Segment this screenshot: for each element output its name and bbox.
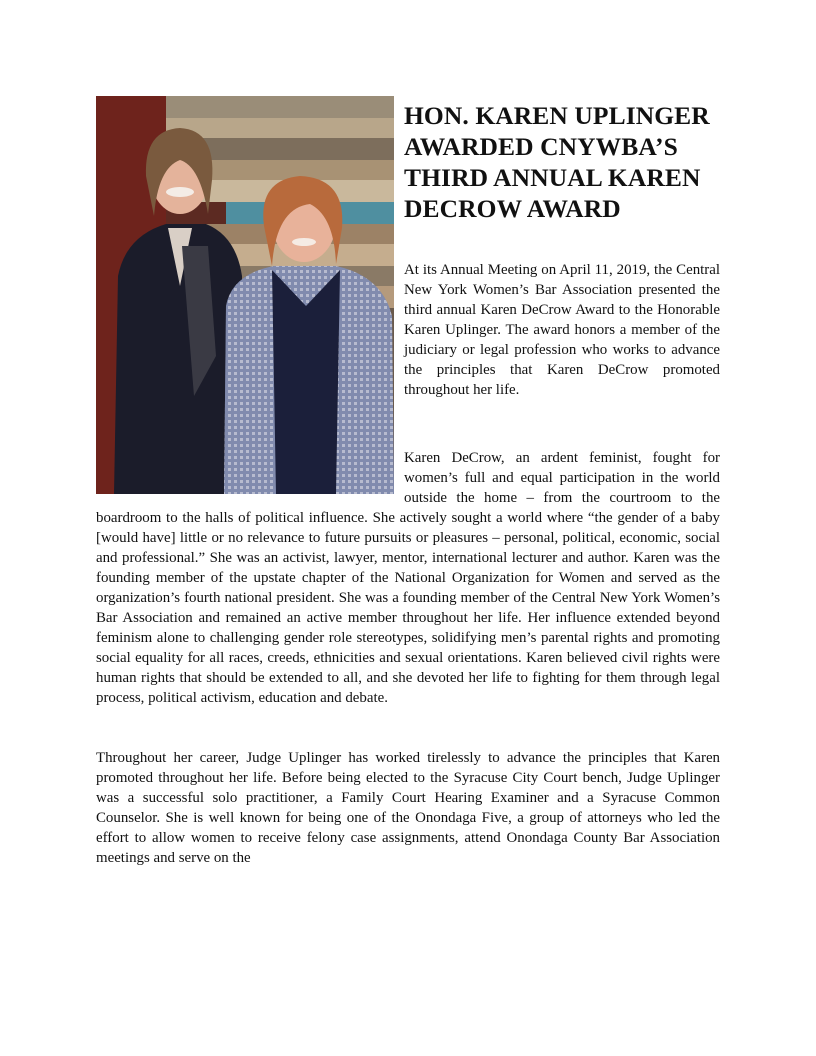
article-paragraph-3: Throughout her career, Judge Uplinger has worked tirelessly to advance the principles that Karen promoted throughout her life. Before being elected to the Syracuse City Court bench, Judge Uplinger was a successful solo practitioner, a Family Court Hearing Examiner and a Syracuse Common Counselor. She is well known for being one of the Onondaga Five, a group of attorneys who led the effort to allow women to receive felony case assignments, attend Onondaga County Bar Association meetings and serve on the (96, 750, 720, 866)
article-title: HON. KAREN UPLINGER AWARDED CNYWBA’S THIRD ANNUAL KAREN DECROW AWARD (404, 101, 710, 223)
article-paragraph-1: At its Annual Meeting on April 11, 2019, the Central New York Women’s Bar Association presented the third annual Karen DeCrow Award to the Honorable Karen Uplinger. The award honors a member of the judiciary or legal profession who works to advance the principles that Karen DeCrow promoted throughout her life. (404, 262, 720, 398)
photo-illustration (96, 96, 394, 494)
article-paragraph-2: Karen DeCrow, an ardent feminist, fought for women’s full and equal participation in the world outside the home – from the courtroom to the boardroom to the halls of political influence. She actively sought a world where “the gender of a baby [would have] little or no relevance to future pursuits or pleasures – personal, political, economic, social and professional.” She was an activist, lawyer, mentor, international lecturer and author. Karen was the founding member of the upstate chapter of the National Organization for Women and served as the organization’s fourth national president. She was a founding member of the Central New York Women’s Bar Association and remained an active member throughout her life. Her influence extended beyond feminism alone to challenging gender role stereotypes, solidifying men’s parental rights and promoting social equality for all races, creeds, ethnicities and sexual orientations. Karen believed civil rights were human rights that should be extended to all, and she devoted her life to fighting for them through legal process, political activism, education and debate. (96, 450, 720, 706)
award-photo (96, 96, 394, 494)
document-page (96, 96, 720, 868)
